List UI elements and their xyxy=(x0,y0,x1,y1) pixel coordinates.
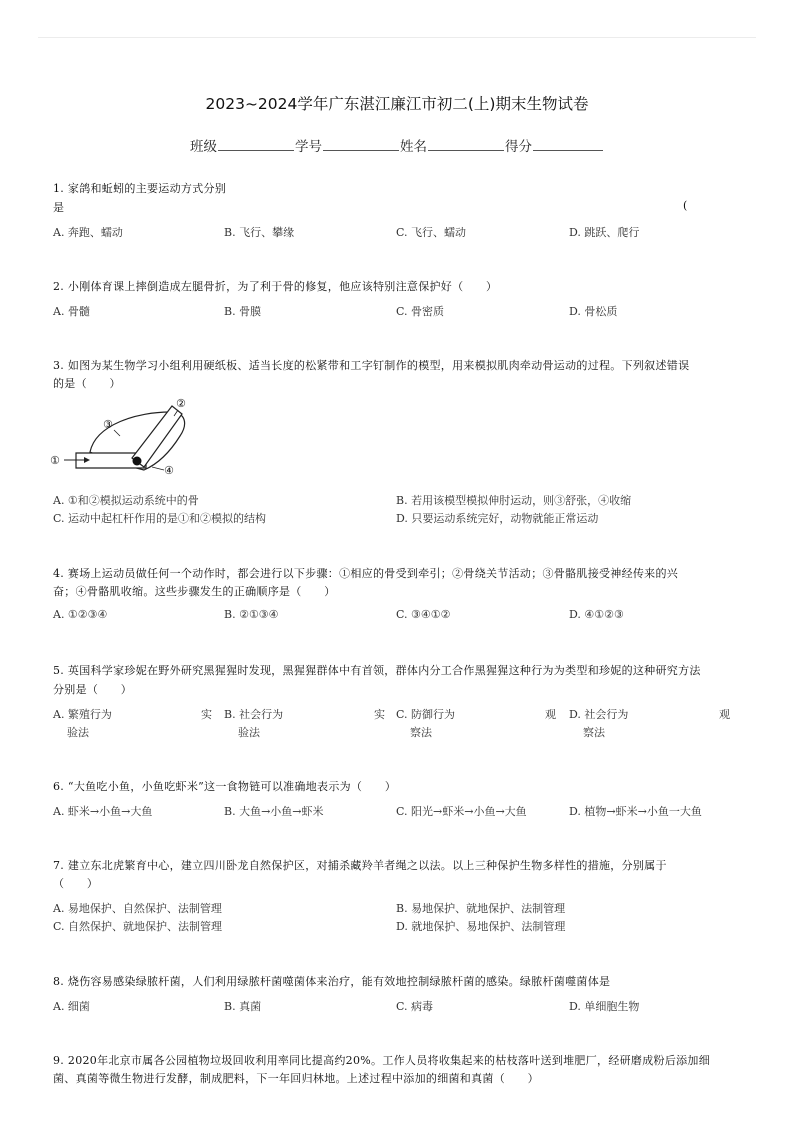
q4-option-b[interactable]: B. ②①③④ xyxy=(224,608,279,621)
q1-option-b[interactable]: B. 飞行、攀缘 xyxy=(224,226,295,239)
q7-stem-line1: 7. 建立东北虎繁育中心，建立四川卧龙自然保护区，对捕杀藏羚羊者绳之以法。以上三种保护生物多样性的措施，分别属于 xyxy=(53,859,667,872)
q7-stem-line2: （ ） xyxy=(53,877,99,890)
q5-option-b[interactable]: B. 社会行为 xyxy=(224,708,284,721)
figure-label-4: ④ xyxy=(164,464,174,477)
q6-option-c[interactable]: C. 阳光→虾米→小鱼→大鱼 xyxy=(396,805,527,818)
q1-option-c[interactable]: C. 飞行、蠕动 xyxy=(396,226,467,239)
score-label: 得分 xyxy=(505,139,532,155)
q3-option-c[interactable]: C. 运动中起杠杆作用的是①和②模拟的结构 xyxy=(53,512,267,525)
id-blank xyxy=(323,138,399,151)
q6-option-b[interactable]: B. 大鱼→小鱼→虾米 xyxy=(224,805,324,818)
name-blank xyxy=(428,138,504,151)
q9-stem-line2: 菌、真菌等微生物进行发酵，制成肥料，下一年回归林地。上述过程中添加的细菌和真菌（ ） xyxy=(53,1072,539,1085)
top-divider xyxy=(38,37,756,38)
exam-title: 2023~2024学年广东湛江廉江市初二(上)期末生物试卷 xyxy=(205,95,589,113)
q9-stem-line1: 9. 2020年北京市属各公园植物垃圾回收利用率同比提高约20%。工作人员将收集起来的枯枝落叶送到堆肥厂，经研磨成粉后添加细 xyxy=(53,1054,711,1067)
q3-stem-line1: 3. 如图为某生物学习小组利用硬纸板、适当长度的松紧带和工字钉制作的模型，用来模拟肌肉牵动骨运动的过程。下列叙述错误 xyxy=(53,359,690,372)
q7-option-a[interactable]: A. 易地保护、自然保护、法制管理 xyxy=(53,902,222,915)
q5-option-d-cont: 察法 xyxy=(583,726,605,739)
q5-option-b-tail: 实 xyxy=(374,708,385,721)
q5-option-d-tail: 观 xyxy=(719,708,730,721)
student-info-line xyxy=(0,135,794,155)
q5-option-a-tail: 实 xyxy=(201,708,212,721)
q3-option-d[interactable]: D. 只要运动系统完好，动物就能正常运动 xyxy=(396,512,599,525)
q5-stem-line2: 分别是（ ） xyxy=(53,683,133,696)
q5-option-c-cont: 察法 xyxy=(410,726,432,739)
q6-option-d[interactable]: D. 植物→虾米→小鱼一大鱼 xyxy=(569,805,702,818)
joint-pin xyxy=(133,457,142,466)
q2-option-c[interactable]: C. 骨密质 xyxy=(396,305,445,318)
q4-option-a[interactable]: A. ①②③④ xyxy=(53,608,108,621)
q8-option-b[interactable]: B. 真菌 xyxy=(224,1000,262,1013)
q8-stem: 8. 烧伤容易感染绿脓杆菌，人们利用绿脓杆菌噬菌体来治疗，能有效地控制绿脓杆菌的感染。绿脓杆菌噬菌体是 xyxy=(53,975,611,988)
q2-stem: 2. 小刚体育课上摔倒造成左腿骨折，为了利于骨的修复，他应该特别注意保护好（ ） xyxy=(53,280,498,293)
q5-option-c[interactable]: C. 防御行为 xyxy=(396,708,456,721)
figure-label-3: ③ xyxy=(103,418,113,431)
q8-option-c[interactable]: C. 病毒 xyxy=(396,1000,434,1013)
q3-stem-line2: 的是（ ） xyxy=(53,377,121,390)
q1-option-a[interactable]: A. 奔跑、蠕动 xyxy=(53,226,123,239)
q3-option-a[interactable]: A. ①和②模拟运动系统中的骨 xyxy=(53,494,199,507)
q4-option-c[interactable]: C. ③④①② xyxy=(396,608,451,621)
q1-answer-paren: ( xyxy=(683,199,688,212)
q5-option-c-tail: 观 xyxy=(545,708,556,721)
q4-stem-line2: 奋；④骨骼肌收缩。这些步骤发生的正确顺序是（ ） xyxy=(53,585,336,598)
q2-option-d[interactable]: D. 骨松质 xyxy=(569,305,618,318)
q1-option-d[interactable]: D. 跳跃、爬行 xyxy=(569,226,640,239)
q5-stem-line1: 5. 英国科学家珍妮在野外研究黑猩猩时发现，黑猩猩群体中有首领，群体内分工合作黑猩猩这种行为为类型和珍妮的这种研究方法 xyxy=(53,664,701,677)
q7-option-d[interactable]: D. 就地保护、易地保护、法制管理 xyxy=(396,920,566,933)
q5-option-a[interactable]: A. 繁殖行为 xyxy=(53,708,112,721)
q7-option-c[interactable]: C. 自然保护、就地保护、法制管理 xyxy=(53,920,223,933)
q6-stem: 6. “大鱼吃小鱼，小鱼吃虾米”这一食物链可以准确地表示为（ ） xyxy=(53,780,397,793)
score-blank xyxy=(533,138,603,151)
q4-stem-line1: 4. 赛场上运动员做任何一个动作时，都会进行以下步骤：①相应的骨受到牵引；②骨绕关节活动；③骨骼肌接受神经传来的兴 xyxy=(53,567,679,580)
q8-option-d[interactable]: D. 单细胞生物 xyxy=(569,1000,640,1013)
class-label: 班级 xyxy=(190,139,217,155)
q5-option-d[interactable]: D. 社会行为 xyxy=(569,708,629,721)
class-blank xyxy=(218,138,294,151)
q7-option-b[interactable]: B. 易地保护、就地保护、法制管理 xyxy=(396,902,566,915)
q1-stem-line1: 1. 家鸽和蚯蚓的主要运动方式分别 xyxy=(53,182,227,195)
q2-option-b[interactable]: B. 骨膜 xyxy=(224,305,262,318)
muscle-bone-model-figure xyxy=(48,394,198,480)
q4-option-d[interactable]: D. ④①②③ xyxy=(569,608,624,621)
id-label: 学号 xyxy=(295,139,322,155)
q6-option-a[interactable]: A. 虾米→小鱼→大鱼 xyxy=(53,805,153,818)
name-label: 姓名 xyxy=(400,139,427,155)
q2-option-a[interactable]: A. 骨髓 xyxy=(53,305,90,318)
q8-option-a[interactable]: A. 细菌 xyxy=(53,1000,90,1013)
q5-option-b-cont: 验法 xyxy=(238,726,260,739)
q3-option-b[interactable]: B. 若用该模型模拟伸肘运动，则③舒张，④收缩 xyxy=(396,494,632,507)
q5-option-a-cont: 验法 xyxy=(67,726,89,739)
figure-label-1: ① xyxy=(50,454,60,467)
figure-label-2: ② xyxy=(176,397,186,410)
q1-stem-line2: 是 xyxy=(53,201,65,214)
